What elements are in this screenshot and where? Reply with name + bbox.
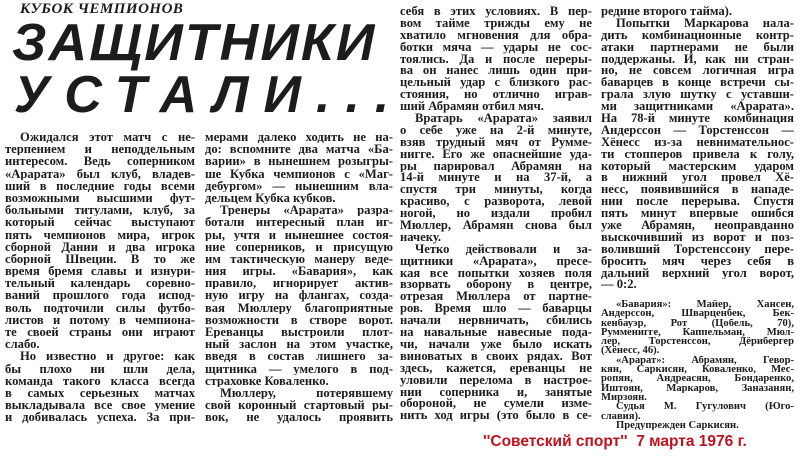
- text-line: взорвать оборону в центре,: [400, 279, 592, 292]
- paragraph: [601, 421, 794, 430]
- text-line: Иштоян, Маркаров, Заназанян,: [601, 383, 794, 393]
- text-line: «Арарат»: Абрамян, Гевор-: [616, 355, 794, 366]
- text-line: обороной, не сумели изме-: [400, 398, 592, 411]
- text-line: ния игры. «Бавария», как: [205, 265, 393, 278]
- text-line: начали нервничать, сбились: [400, 315, 592, 328]
- rubric: КУБОК ЧЕМПИОНОВ: [20, 1, 184, 17]
- text-line: воль подточили силы футбо-: [5, 301, 195, 314]
- text-line: слабо.: [5, 338, 40, 351]
- text-line: Но известно и другое: как: [20, 350, 195, 363]
- text-line: редине второго тайма).: [601, 6, 733, 18]
- team-lineups: [601, 300, 794, 430]
- text-line: мерами далеко ходить не на-: [205, 131, 393, 144]
- text-line: тельный календарь соревно-: [5, 277, 195, 290]
- text-line: щитника — умелого в под-: [205, 362, 393, 375]
- text-line: атаки партнерами не были: [601, 41, 794, 54]
- text-line: ную игру на флангах, созда-: [205, 289, 393, 302]
- text-line: бы плохо ни шли дела,: [5, 362, 195, 375]
- text-line: нигге. Его же опаснейшие уда-: [400, 148, 592, 161]
- source-caption: ''Советский спорт'' 7 марта 1976 г.: [483, 433, 747, 450]
- text-line: баварцев в конце встречи сы-: [601, 77, 794, 90]
- text-line: красиво, с разворота, левой: [400, 196, 592, 209]
- text-line: стояния, но отлично играв-: [400, 89, 592, 102]
- text-line: ми защитниками «Арарата».: [601, 101, 794, 114]
- text-line: Четко действовали и за-: [415, 243, 592, 256]
- text-line: дельцем Кубка кубков.: [205, 191, 336, 205]
- text-line: цельный удар с близкого рас-: [400, 77, 592, 90]
- text-line: время бремя славы и изнури-: [5, 265, 195, 278]
- headline-line-1: ЗАЩИТНИКИ: [12, 14, 377, 72]
- paragraph: [601, 18, 794, 291]
- text-line: Мюллер, Абрамян снова был: [400, 220, 592, 232]
- text-line: Андерссон, Шварценбек, Бек-: [601, 309, 794, 319]
- article-column-1: [5, 131, 195, 424]
- text-line: славия).: [601, 411, 641, 421]
- text-line: себя в этих условиях. В пер-: [400, 6, 592, 18]
- text-line: варии» в нынешнем розыгры-: [205, 155, 393, 168]
- text-line: страховке Коваленко.: [205, 374, 329, 387]
- text-line: и добивалась успеха. За при-: [5, 411, 195, 424]
- text-line: кая все попытки хозяев поля: [400, 267, 592, 280]
- paragraph: [205, 204, 393, 387]
- text-line: который сейчас выступают: [5, 216, 195, 229]
- text-line: начеку.: [400, 231, 442, 244]
- paragraph: [601, 6, 794, 18]
- text-line: вая Мюллеру благоприятные: [205, 301, 393, 314]
- text-line: ше Кубка чемпионов с «Маг-: [205, 167, 393, 180]
- text-line: ший Абрамян отбил мяч.: [400, 101, 544, 114]
- paragraph: [5, 350, 195, 423]
- text-line: ти стопперов привела к голу,: [601, 148, 794, 161]
- text-line: в нижний угол провел Хё-: [601, 172, 794, 185]
- text-line: Андерссон — Торстенссон —: [601, 124, 794, 137]
- article-column-2: [205, 131, 393, 424]
- text-line: те своей страны они играют: [5, 326, 195, 339]
- text-line: хватило мгновения для обра-: [400, 29, 592, 42]
- text-line: спустя три минуты, когда: [400, 184, 592, 197]
- text-line: сборной Швеции. В то же: [5, 252, 195, 266]
- paragraph: [400, 113, 592, 244]
- text-line: команда такого класса всегда: [5, 374, 195, 387]
- text-line: свой коронный стартовый ры-: [205, 399, 393, 412]
- text-line: «Арарата» был клуб, владев-: [5, 167, 195, 180]
- text-line: ваний прошлого года испод-: [5, 289, 195, 302]
- text-line: ный заслон на этом участке,: [205, 338, 393, 351]
- text-line: (Хёнесс, 46).: [601, 346, 660, 356]
- text-line: 14-й минуте и на 37-й, а: [400, 172, 592, 185]
- text-line: отрезая Мюллера от партне-: [400, 291, 592, 304]
- headline-line-2: УСТАЛИ...: [14, 66, 405, 124]
- text-line: здесь, кажется, ереванцы не: [400, 362, 592, 375]
- text-line: Ереванцы выстроили плот-: [205, 326, 393, 339]
- text-line: который мастерским ударом: [601, 160, 794, 173]
- text-line: Румменигге, Каппельман, Мюл-: [601, 327, 794, 338]
- text-line: больными титулами, клуб, за: [5, 204, 195, 217]
- text-line: вом тайме трижды ему не: [400, 17, 592, 30]
- paragraph: [205, 131, 393, 204]
- text-line: «Бавария»: Майер, Хансен,: [616, 300, 794, 310]
- text-line: бросить мяч через себя в: [601, 255, 794, 268]
- text-line: ние соперников, и присущую: [205, 240, 393, 253]
- text-line: лер, Торстенссон, Дёрибергер: [601, 337, 794, 347]
- text-line: выкладывала все свое умение: [5, 399, 195, 412]
- text-line: кян, Саркисян, Коваленко, Мес-: [601, 365, 794, 375]
- text-line: ботали интересный план иг-: [205, 216, 393, 229]
- text-line: Предупрежден Саркисян.: [616, 420, 739, 431]
- text-line: Попытки Маркарова нала-: [616, 17, 794, 30]
- text-line: Мирзоян.: [601, 392, 647, 403]
- text-line: им тактическую манеру веде-: [205, 252, 393, 266]
- text-line: ропян, Андреасян, Бондаренко,: [601, 374, 794, 384]
- text-line: о себе уже на 2-й минуте,: [400, 124, 592, 137]
- text-line: ногой, но издали пробил: [400, 208, 592, 221]
- text-line: щитники «Арарата», пресе-: [400, 255, 592, 268]
- text-line: ры, учтя и нынешнее состоя-: [205, 228, 393, 241]
- text-line: ший в последние годы всеми: [5, 179, 195, 192]
- text-line: на навальные навесные пода-: [400, 327, 592, 339]
- text-line: дебургом» — нынешним вла-: [205, 179, 393, 192]
- paragraph: [601, 402, 794, 421]
- text-line: Тренеры «Арарата» разра-: [220, 204, 393, 217]
- text-line: ров. Время шло — баварцы: [400, 303, 592, 316]
- text-line: введя в состав лишнего за-: [205, 350, 393, 363]
- text-line: взяв трудный мяч от Румме-: [400, 136, 592, 149]
- text-line: но, не совсем логичная игра: [601, 65, 794, 78]
- text-line: дальний верхний угол ворот,: [601, 267, 794, 280]
- text-line: ры парировал Абрамян на: [400, 160, 592, 173]
- text-line: виноватых в своих рядах. Вот: [400, 350, 592, 363]
- text-line: Вратарь «Арарата» заявил: [415, 113, 592, 125]
- paragraph: [5, 131, 195, 350]
- text-line: в самых серьезных матчах: [5, 386, 195, 400]
- paragraph: [601, 356, 794, 402]
- text-line: нии соперника и, занятые: [400, 386, 592, 399]
- text-line: вок, не удалось проявить: [205, 411, 393, 424]
- paragraph: [400, 6, 592, 113]
- text-line: грала злую шутку с уставши-: [601, 89, 794, 102]
- text-line: терпением и неподдельным: [5, 143, 195, 156]
- paragraph: [205, 387, 393, 424]
- text-line: тоялись. Да и после переры-: [400, 53, 592, 66]
- text-line: дить комбинационные контр-: [601, 29, 794, 42]
- text-line: уловили перелома в настрое-: [400, 374, 592, 387]
- text-line: правило, игнорирует актив-: [205, 277, 393, 290]
- text-line: нии после перерыва. Спустя: [601, 196, 794, 209]
- text-line: Ожидался этот матч с не-: [20, 131, 195, 144]
- text-line: возможности в створе ворот.: [205, 313, 393, 326]
- paragraph: [400, 244, 592, 422]
- text-line: несс, появившийся в нападе-: [601, 184, 794, 197]
- text-line: листов и потому в чемпиона-: [5, 313, 195, 326]
- text-line: сборной Дании и два игрока: [5, 240, 195, 253]
- text-line: уже Абрамян, неоправданно: [601, 220, 794, 232]
- article-column-3: [400, 6, 592, 422]
- paragraph: [601, 300, 794, 356]
- article-column-4: [601, 6, 794, 291]
- text-line: Судья М. Гугулович (Юго-: [616, 402, 794, 412]
- text-line: кенбауэр, Рот (Цобель, 70),: [601, 318, 794, 328]
- text-line: поддержаны. И, как ни стран-: [601, 53, 794, 66]
- text-line: интересом. Ведь соперником: [5, 155, 195, 168]
- text-line: пять чемпионов мира, игрок: [5, 228, 195, 241]
- text-line: до: вспомните два матча «Ба-: [205, 143, 393, 156]
- text-line: пять минут впервые ошибся: [601, 208, 794, 221]
- text-line: — 0:2.: [601, 279, 637, 292]
- text-line: возможными высшими фут-: [5, 191, 195, 205]
- text-line: Хёнесс из-за невнимательнос-: [601, 136, 794, 149]
- text-line: На 78-й минуте комбинация: [601, 113, 794, 125]
- text-line: воливший Торстенссону пере-: [601, 243, 794, 256]
- text-line: выскочивший из ворот и поз-: [601, 231, 794, 244]
- text-line: чи, начали уже было искать: [400, 338, 592, 351]
- text-line: нить ход игры (это было в се-: [400, 410, 592, 423]
- text-line: ботки мяча — удары не сос-: [400, 41, 592, 54]
- text-line: Мюллеру, потерявшему: [220, 386, 393, 400]
- text-line: ва он нанес лишь один при-: [400, 65, 592, 78]
